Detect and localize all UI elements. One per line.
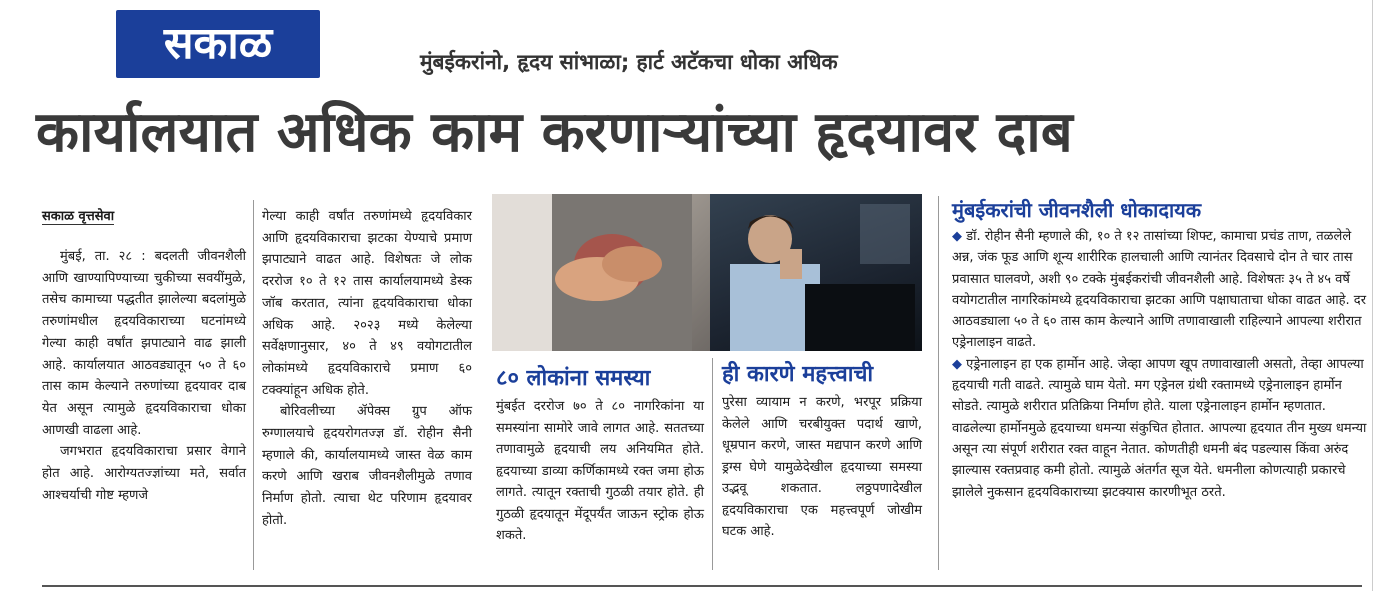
byline: सकाळ वृत्तसेवा [42,206,114,225]
sidebar-paragraph-text: एड्रेनालाइन हा एक हार्मोन आहे. जेव्हा आपण खूप तणावाखाली असतो, तेव्हा आपल्या हृदयाची गती वाढते. त्यामुळे घाम येतो. मग एड्रेनल ग्रंथी रक्तामध्ये एड्रेनालाइन हार्मोन सोडते. त्यामुळे शरीरात प्रतिक्रिया निर्माण होते. याला एड्रेनालाइन हार्मोन म्हणतात. वाढलेल्या हार्मोनमुळे हृदयाच्या धमन्या संकुचित होतात. आपल्या हृदयात तीन मुख्य धमन्या असून त्या संपूर्ण शरीरात रक्त वाहून नेतात. कोणतीही धमनी बंद पडल्यास किंवा अरुंद झाल्यास रक्तप्रवाह कमी होतो. त्यामुळे अंतर्गत सूज येते. धमनीला कोणत्याही प्रकारचे झालेले नुकसान हृदयविकाराच्या झटक्यास कारणीभूत ठरते. [952,356,1367,500]
paragraph: जगभरात हृदयविकाराचा प्रसार वेगाने होत आहे. आरोग्यतज्ज्ञांच्या मते, सर्वात आश्चर्याची गोष्ट म्हणजे [42,444,246,503]
main-headline: कार्यालयात अधिक काम करणाऱ्यांच्या हृदयावर दाब [36,100,1073,165]
column-divider [938,196,939,570]
diamond-bullet-icon: ◆ [952,229,962,244]
section-body-causes: पुरेसा व्यायाम न करणे, भरपूर प्रक्रिया केलेले आणि चरबीयुक्त पदार्थ खाणे, धूम्रपान करणे, जास्त मद्यपान करणे आणि ड्रग्स घेणे यामुळेदेखील हृदयाच्या समस्या उद्भवू शकतात. लठ्ठपणादेखील हृदयविकाराचा एक महत्त्वपूर्ण जोखीम घटक आहे. [722,395,922,539]
sidebar-body [952,226,1367,503]
paragraph: गेल्या काही वर्षांत तरुणांमध्ये हृदयविकार आणि हृदयविकाराचा झटका येण्याचे प्रमाण झपाट्याने वाढत आहे. विशेषतः जे लोक दररोज १० ते १२ तास कार्यालयामध्ये डेस्क जॉब करतात, त्यांना हृदयविकाराचा धोका अधिक आहे. २०२३ मध्ये केलेल्या सर्वेक्षणानुसार, ४० ते ४९ वयोगटातील लोकांमध्ये हृदयविकाराचे प्रमाण ६० टक्क्यांहून अधिक होते. [262,209,472,398]
article-column-1 [42,246,246,506]
column-divider [712,358,713,570]
bottom-rule [42,585,1362,587]
sidebar-title: मुंबईकरांची जीवनशैली धोकादायक [952,198,1202,222]
stressed-worker-photo [710,194,922,351]
sidebar-paragraph-text: डॉ. रोहीन सैनी म्हणाले की, १० ते १२ तासांच्या शिफ्ट, कामाचा प्रचंड ताण, तळलेले अन्न, जंक फूड आणि शून्य शारीरिक हालचाली आणि त्यानंतर दिवसाचे दोन ते चार तास प्रवासात घालवणे, अशी ९० टक्के मुंबईकरांची जीवनशैली आहे. विशेषतः ३५ ते ४५ वर्षे वयोगटातील नागरिकांमध्ये हृदयविकाराचा झटका आणि पक्षाघाताचा धोका वाढत आहे. दर आठवड्याला ५० ते ६० तास काम केल्याने आणि तणावाखाली राहिल्याने आपल्या शरीरात एड्रेनालाइन वाढते. [952,229,1367,351]
page-edge [1372,0,1373,591]
section-heading-80-people: ८० लोकांना समस्या [496,366,651,391]
kicker-headline: मुंबईकरांनो, हृदय सांभाळा; हार्ट अटॅकचा धोका अधिक [420,50,838,74]
chest-pain-photo [492,194,710,351]
section-body-80-people: मुंबईत दररोज ७० ते ८० नागरिकांना या समस्यांना सामोरे जावे लागत आहे. सततच्या तणावामुळे हृदयाची लय अनियमित होते. हृदयाच्या डाव्या कर्णिकामध्ये रक्त जमा होऊ लागते. त्यातून रक्ताची गुठळी तयार होते. ही गुठळी हृदयातून मेंदूपर्यंत जाऊन स्ट्रोक होऊ शकते. [496,399,704,543]
paragraph: मुंबई, ता. २८ : बदलती जीवनशैली आणि खाण्यापिण्याच्या चुकीच्या सवयींमुळे, तसेच कामाच्या पद्धतीत झालेल्या बदलांमुळे तरुणांमधील हृदयविकाराच्या घटनांमध्ये गेल्या काही वर्षांत झपाट्याने वाढ झाली आहे. कार्यालयात आठवड्यातून ५० ते ६० तास काम केल्याने तरुणांच्या हृदयावर दाब येत असून त्यामुळे हृदयविकाराचा धोका आणखी वाढला आहे. [42,249,246,438]
sakal-logo: सकाळ [116,10,320,78]
section-heading-causes: ही कारणे महत्त्वाची [722,362,874,387]
stressed-worker-illustration [710,194,922,351]
diamond-bullet-icon: ◆ [952,356,962,372]
column-divider [253,200,254,570]
paragraph: बोरिवलीच्या ॲपेक्स ग्रुप ऑफ रुग्णालयाचे हृदयरोगतज्ज्ञ डॉ. रोहीन सैनी म्हणाले की, कार्यालयामध्ये जास्त वेळ काम करणे आणि खराब जीवनशैलीमुळे तणाव निर्माण होतो. त्याचा थेट परिणाम हृदयावर होतो. [262,404,472,528]
article-column-2 [262,206,472,532]
sidebar-paragraph [952,354,1367,503]
sidebar-paragraph [952,226,1367,354]
chest-pain-illustration [492,194,710,351]
